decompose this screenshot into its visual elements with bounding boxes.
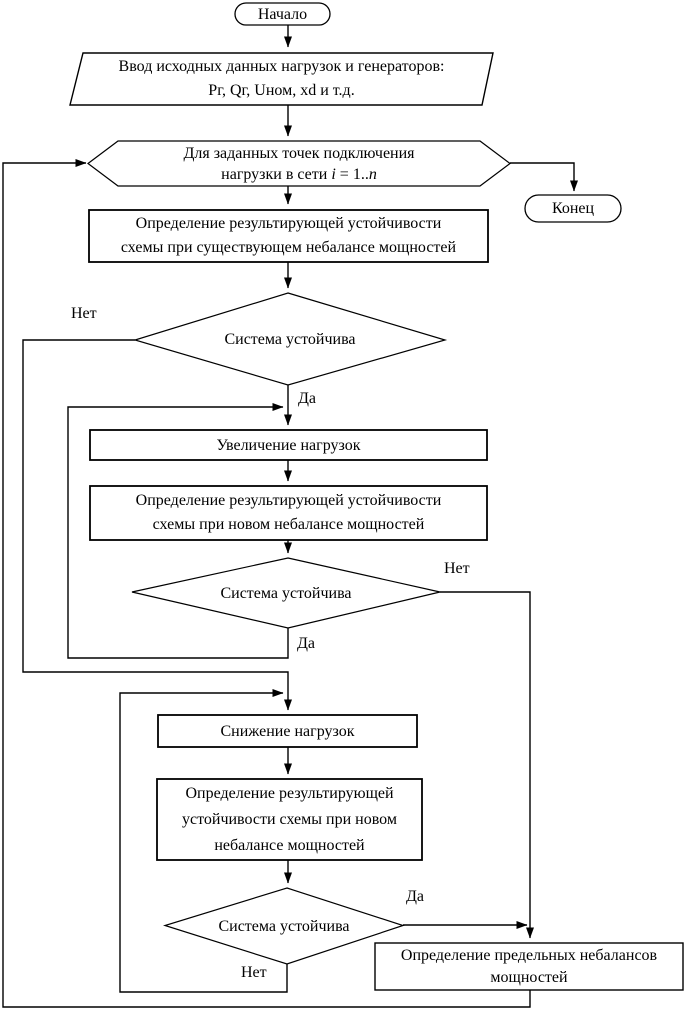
start-terminator-shape xyxy=(235,3,330,25)
calc-existing-line2: схемы при существующем небалансе мощностей xyxy=(120,239,457,256)
increase-text: Увеличение нагрузок xyxy=(216,436,361,454)
input-line2: Pг, Qг, Uном, xd и т.д. xyxy=(208,82,355,99)
loop-hexagon-shape xyxy=(88,141,510,186)
decision1-no-label: Нет xyxy=(71,305,97,322)
input-line1: Ввод исходных данных нагрузок и генераторов: xyxy=(118,58,445,75)
loop-line2-text: нагрузки в сети xyxy=(221,165,332,183)
calc-new2-line1: Определение результирующей xyxy=(185,784,394,802)
loop-eq: = 1.. xyxy=(335,165,369,183)
process-calc-new2-shape xyxy=(157,779,422,860)
loop-line1: Для заданных точек подключения xyxy=(183,144,415,162)
decision2-text: Система устойчива xyxy=(220,584,352,602)
process-limit-imbalances-shape xyxy=(375,943,683,990)
decision2-yes-label: Да xyxy=(297,635,316,652)
process-calc-new-shape xyxy=(90,486,487,540)
end-terminator-shape xyxy=(525,195,621,222)
process-calc-existing-shape xyxy=(89,210,488,262)
decision-system-stable-2-shape xyxy=(132,558,440,628)
decrease-text: Снижение нагрузок xyxy=(220,722,355,740)
start-text: Начало xyxy=(257,5,308,23)
calc-existing-line1: Определение результирующей устойчивости xyxy=(135,215,442,232)
edge-loop-to-end xyxy=(510,163,574,191)
end-text: Конец xyxy=(551,200,595,217)
decision1-yes-label: Да xyxy=(298,390,317,407)
calc-new-line2: схемы при новом небалансе мощностей xyxy=(152,516,425,533)
process-decrease-loads-shape xyxy=(158,715,417,747)
process-increase-loads-shape xyxy=(90,430,487,460)
calc-new-line1: Определение результирующей устойчивости xyxy=(135,492,442,509)
loop-var-i: i xyxy=(331,165,336,183)
calc-new2-line3: небалансе мощностей xyxy=(214,836,365,854)
decision2-no-label: Нет xyxy=(444,560,470,577)
decision3-yes-label: Да xyxy=(406,888,425,905)
decision-system-stable-1-shape xyxy=(135,293,445,385)
edge-decision2-no-to-limits xyxy=(440,592,530,938)
calc-new2-line2: устойчивости схемы при новом xyxy=(182,810,397,828)
limits-line2: мощностей xyxy=(490,968,568,986)
decision-system-stable-3-shape xyxy=(165,888,403,964)
input-parallelogram-shape xyxy=(70,53,493,105)
loop-var-n: n xyxy=(368,165,377,183)
decision1-text: Система устойчива xyxy=(224,330,356,348)
limits-line1: Определение предельных небалансов xyxy=(400,946,658,964)
decision3-text: Система устойчива xyxy=(218,917,350,935)
decision3-no-label: Нет xyxy=(241,964,267,981)
